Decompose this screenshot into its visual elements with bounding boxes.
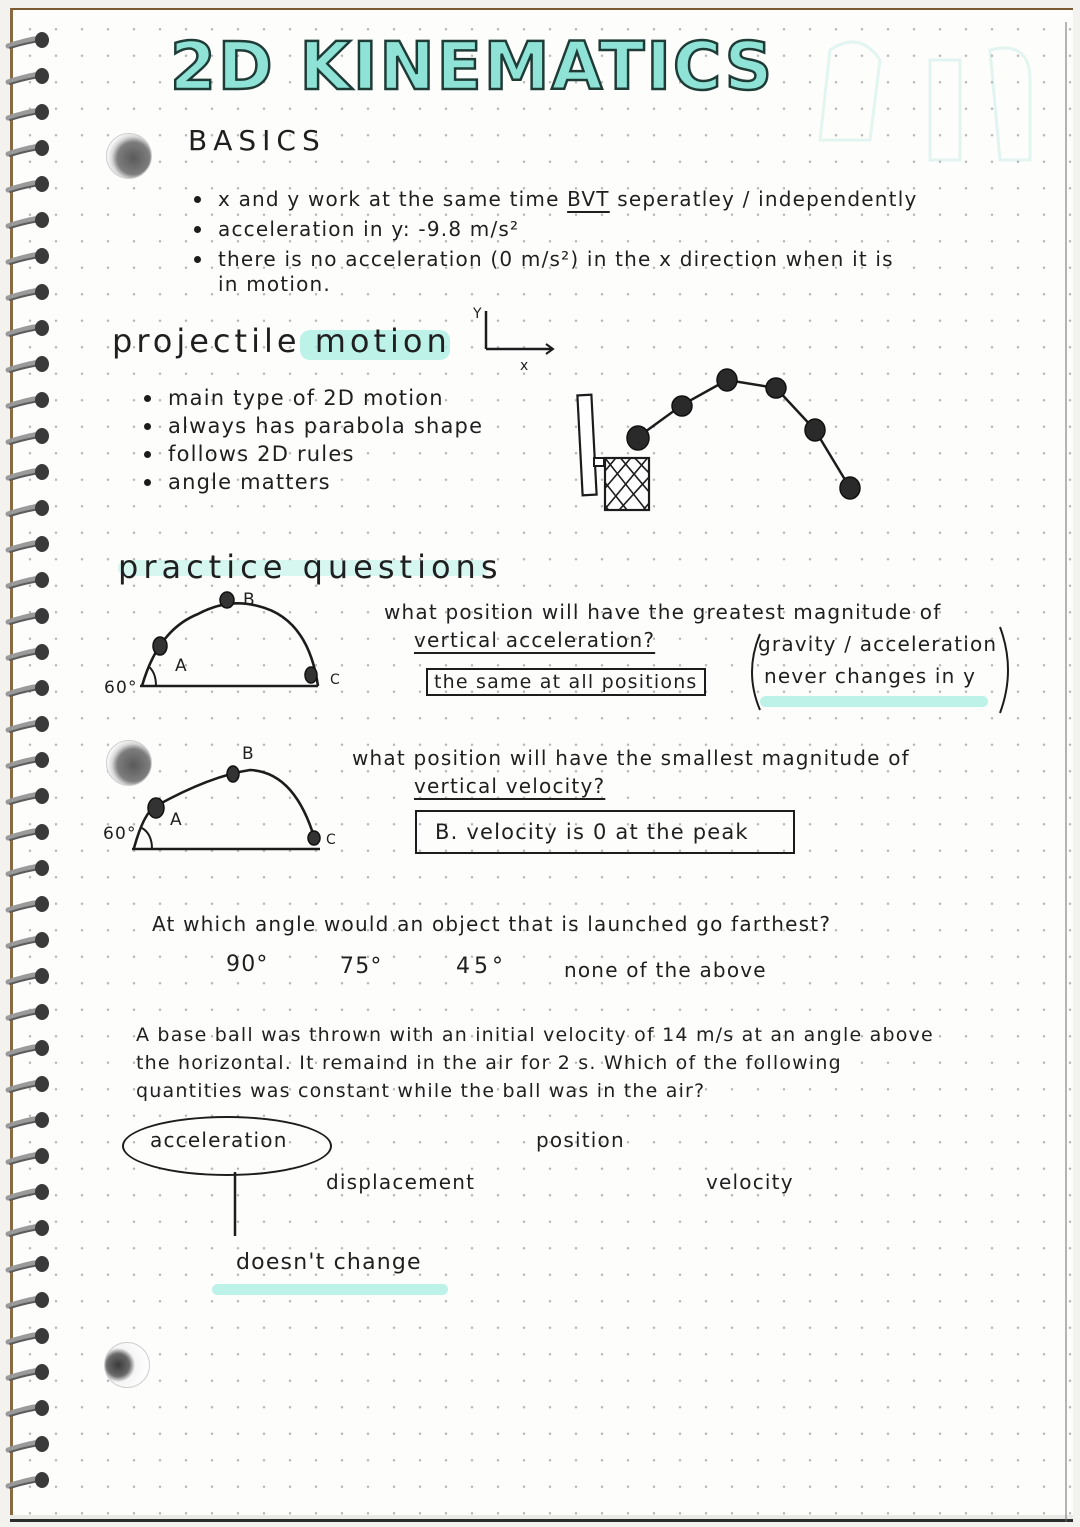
q2-answer-box: B. velocity is 0 at the peak [415, 810, 795, 854]
basics-bullet: there is no acceleration (0 m/s²) in the x direction when it is [192, 244, 918, 274]
trajectory-diagram-q2 [130, 762, 340, 858]
q4-text: quantities was constant while the ball was in the air? [136, 1080, 706, 1102]
q4-option-position: position [536, 1128, 625, 1152]
q4-note: doesn't change [236, 1250, 422, 1275]
q1-text: what position will have the greatest magnitude of [384, 600, 942, 624]
q4-option-velocity: velocity [706, 1170, 794, 1194]
hoop-net-icon [595, 453, 670, 525]
projectile-list [142, 384, 483, 496]
q1-text-underlined: vertical acceleration? [414, 628, 656, 652]
point-label-a: A [175, 656, 188, 676]
practice-heading: practice questions [118, 548, 503, 586]
basics-bullet: x and y work at the same time BVT seperatley / independently [192, 184, 918, 214]
trajectory-diagram-q1 [138, 590, 338, 700]
note-highlight [760, 696, 988, 707]
q4-text: the horizontal. It remaind in the air for 2 s. Which of the following [136, 1052, 842, 1074]
q3-option: none of the above [564, 958, 767, 982]
point-label-b: B [243, 590, 256, 610]
axes-icon [468, 305, 568, 385]
projectile-bullet: main type of 2D motion [142, 384, 483, 412]
page-title: 2D KINEMATICS [170, 28, 775, 105]
binder-hole-top [106, 133, 152, 179]
projectile-bullet: always has parabola shape [142, 412, 483, 440]
connector-line [232, 1172, 238, 1238]
projectile-bullet: follows 2D rules [142, 440, 483, 468]
q1-note: never changes in y [764, 664, 977, 688]
q1-answer-box: the same at all positions [426, 668, 706, 696]
projectile-bullet: angle matters [142, 468, 483, 496]
projectile-heading: projectile motion [112, 322, 451, 360]
spiral-binding [0, 0, 60, 1527]
axis-y-label: Y [473, 306, 483, 322]
point-label-c: C [326, 832, 337, 848]
basketball-hoop-illustration [570, 355, 870, 530]
point-label-a: A [170, 810, 183, 830]
basics-list [192, 184, 918, 274]
emphasis-but: BVT [567, 187, 610, 211]
angle-label: 60° [104, 678, 138, 698]
note-bracket-right [998, 625, 1018, 715]
q1-note: gravity / acceleration [758, 632, 998, 656]
point-label-b: B [242, 744, 255, 764]
q3-option: 75° [340, 954, 383, 979]
note-highlight [212, 1284, 448, 1295]
q3-option: 90° [226, 952, 269, 977]
axis-x-label: x [520, 358, 530, 374]
q2-text-underlined: vertical velocity? [414, 774, 606, 798]
q4-option-acceleration: acceleration [150, 1128, 288, 1152]
page-edge [1065, 22, 1067, 1522]
angle-label: 60° [103, 824, 137, 844]
binder-hole-bottom [104, 1342, 150, 1388]
q2-text: what position will have the smallest magnitude of [352, 746, 910, 770]
q3-text: At which angle would an object that is launched go farthest? [152, 912, 832, 936]
basics-bullet-continuation: in motion. [218, 272, 331, 296]
basics-bullet: acceleration in y: -9.8 m/s² [192, 214, 918, 244]
point-label-c: C [330, 672, 341, 688]
q4-option-displacement: displacement [326, 1170, 476, 1194]
basics-heading: BASICS [188, 124, 326, 157]
q3-option: 45° [456, 954, 507, 979]
bleed-through-marks [800, 20, 1030, 150]
q4-text: A base ball was thrown with an initial velocity of 14 m/s at an angle above [136, 1024, 934, 1046]
